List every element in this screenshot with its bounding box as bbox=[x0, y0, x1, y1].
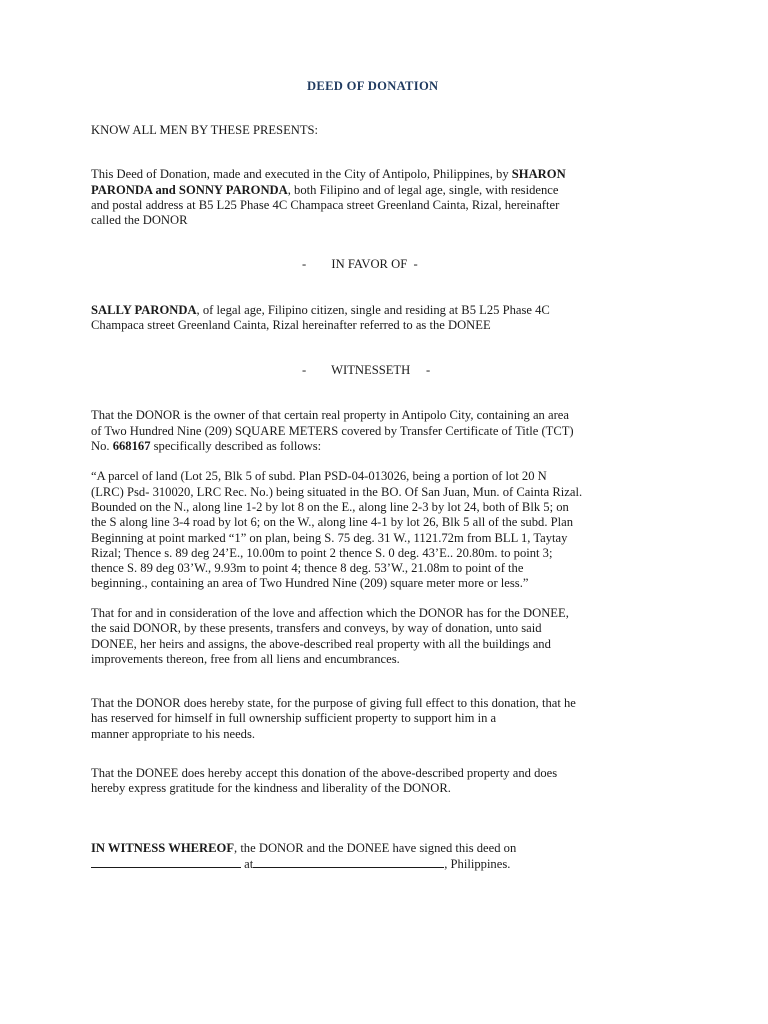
donee-name: SALLY PARONDA bbox=[91, 303, 197, 317]
reservation-text-3: manner appropriate to his needs. bbox=[91, 727, 256, 741]
land-text-6: Rizal; Thence s. 89 deg 24’E., 10.00m to point 2 thence S. 0 deg. 43’E.. 20.80m. to point 3; bbox=[91, 546, 553, 560]
donee-text-2: Champaca street Greenland Cainta, Rizal hereinafter referred to as the DONEE bbox=[91, 318, 491, 332]
acceptance-text-2: hereby express gratitude for the kindness and liberality of the DONOR. bbox=[91, 781, 451, 795]
opening-line: KNOW ALL MEN BY THESE PRESENTS: bbox=[91, 123, 319, 137]
donor-name-1: SHARON bbox=[511, 167, 566, 181]
consideration-text-2: the said DONOR, by these presents, transfers and conveys, by way of donation, unto said bbox=[91, 621, 542, 635]
document-title: DEED OF DONATION bbox=[307, 79, 439, 93]
reservation-text-1: That the DONOR does hereby state, for the purpose of giving full effect to this donation, that he bbox=[91, 696, 576, 710]
donor-name-2: PARONDA and SONNY PARONDA bbox=[91, 183, 288, 197]
property-text-1: That the DONOR is the owner of that certain real property in Antipolo City, containing an area bbox=[91, 408, 569, 422]
acceptance-text-1: That the DONEE does hereby accept this donation of the above-described property and does bbox=[91, 766, 558, 780]
consideration-text-3: DONEE, her heirs and assigns, the above-described real property with all the buildings and bbox=[91, 637, 551, 651]
land-text-5: Beginning at point marked “1” on plan, being S. 75 deg. 31 W., 1121.72m from BLL 1, Taytay bbox=[91, 531, 568, 545]
in-favor-heading: - IN FAVOR OF - bbox=[302, 257, 418, 271]
land-text-3: Bounded on the N., along line 1-2 by lot 8 on the E., along line 2-3 by lot 24, both of Blk 5; on bbox=[91, 500, 569, 514]
at-text: at bbox=[241, 857, 254, 871]
property-text-2: of Two Hundred Nine (209) SQUARE METERS covered by Transfer Certificate of Title (TCT) bbox=[91, 424, 574, 438]
land-text-1: “A parcel of land (Lot 25, Blk 5 of subd. Plan PSD-04-013026, being a portion of lot 20 N bbox=[91, 469, 547, 483]
donor-text: This Deed of Donation, made and executed in the City of Antipolo, Philippines, by bbox=[91, 167, 512, 181]
date-blank-field[interactable] bbox=[91, 856, 241, 868]
tct-number: 668167 bbox=[112, 439, 151, 453]
place-blank-field[interactable] bbox=[253, 856, 444, 868]
consideration-text-4: improvements thereon, free from all liens and encumbrances. bbox=[91, 652, 400, 666]
property-text-3: No. bbox=[91, 439, 113, 453]
donor-text-3: and postal address at B5 L25 Phase 4C Champaca street Greenland Cainta, Rizal, hereinafter bbox=[91, 198, 560, 212]
land-text-8: beginning., containing an area of Two Hundred Nine (209) square meter more or less.” bbox=[91, 576, 529, 590]
witness-text: , the DONOR and the DONEE have signed this deed on bbox=[234, 841, 517, 855]
donor-text-2: , both Filipino and of legal age, single, with residence bbox=[287, 183, 559, 197]
witness-whereof: IN WITNESS WHEREOF bbox=[91, 841, 235, 855]
land-text-7: thence S. 89 deg 03’W., 9.93m to point 4; thence 8 deg. 53’W., 21.08m to point of the bbox=[91, 561, 524, 575]
land-text-4: the S along line 3-4 road by lot 6; on the W., along line 4-1 by lot 26, Blk 5 all of the subd. Plan bbox=[91, 515, 574, 529]
reservation-text-2: has reserved for himself in full ownership sufficient property to support him in a bbox=[91, 711, 497, 725]
donee-text: , of legal age, Filipino citizen, single and residing at B5 L25 Phase 4C bbox=[196, 303, 550, 317]
donor-text-4: called the DONOR bbox=[91, 213, 188, 227]
witnesseth-heading: - WITNESSETH - bbox=[302, 363, 431, 377]
property-text-3b: specifically described as follows: bbox=[150, 439, 322, 453]
consideration-text-1: That for and in consideration of the love and affection which the DONOR has for the DONEE, bbox=[91, 606, 569, 620]
land-text-2: (LRC) Psd- 310020, LRC Rec. No.) being situated in the BO. Of San Juan, Mun. of Cainta Rizal. bbox=[91, 485, 583, 499]
philippines-text: , Philippines. bbox=[444, 857, 511, 871]
